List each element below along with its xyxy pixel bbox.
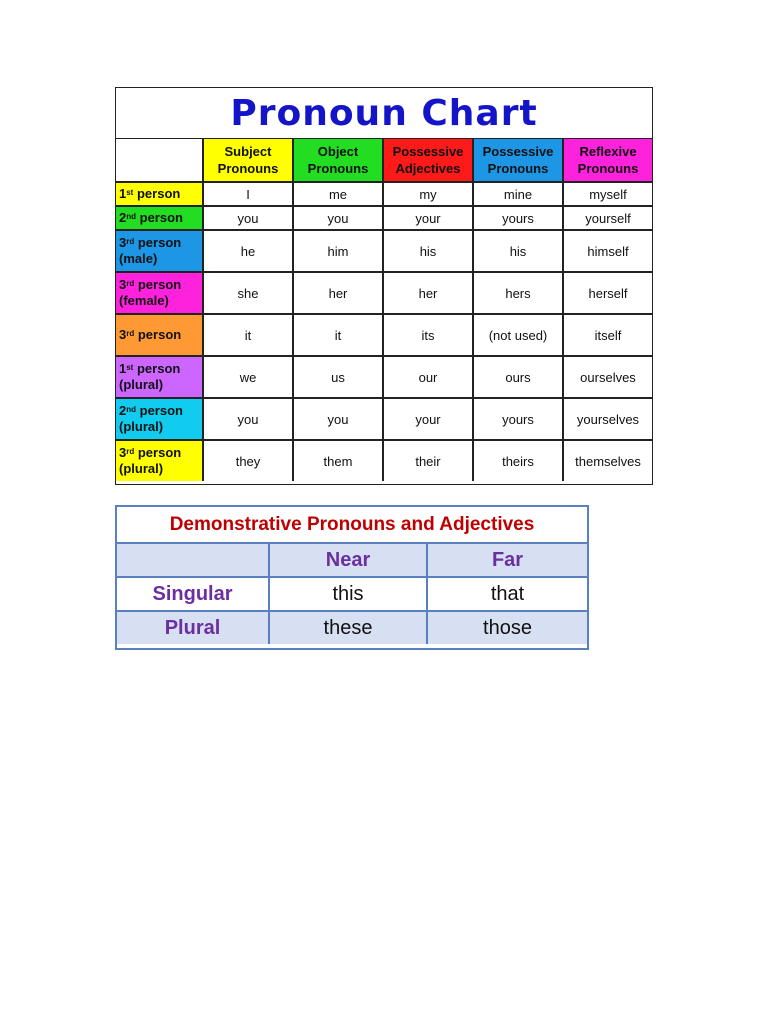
cell: these <box>269 611 427 644</box>
row-label-2nd-person: 2nd person <box>116 206 203 230</box>
cell: he <box>203 230 293 272</box>
cell: mine <box>473 182 563 206</box>
table-row <box>116 356 652 398</box>
header-object-pronouns: Object Pronouns <box>293 139 383 182</box>
cell: ourselves <box>563 356 652 398</box>
cell: I <box>203 182 293 206</box>
cell: himself <box>563 230 652 272</box>
cell: our <box>383 356 473 398</box>
row-label-1st-person: 1st person <box>116 182 203 206</box>
cell: themselves <box>563 440 652 481</box>
corner-cell <box>116 139 203 182</box>
table-row <box>116 314 652 356</box>
header-subject-pronouns: Subject Pronouns <box>203 139 293 182</box>
cell: yourself <box>563 206 652 230</box>
cell: you <box>203 398 293 440</box>
table-row <box>116 440 652 481</box>
cell: ours <box>473 356 563 398</box>
table-row <box>116 398 652 440</box>
cell: its <box>383 314 473 356</box>
cell: herself <box>563 272 652 314</box>
cell: us <box>293 356 383 398</box>
row-label-3rd-person-male: 3rd person (male) <box>116 230 203 272</box>
demonstrative-header-row <box>117 544 587 577</box>
corner-cell <box>117 544 269 577</box>
cell: him <box>293 230 383 272</box>
cell: them <box>293 440 383 481</box>
cell: this <box>269 577 427 611</box>
cell: it <box>293 314 383 356</box>
row-label-plural: Plural <box>117 611 269 644</box>
pronoun-table <box>116 139 652 481</box>
cell: those <box>427 611 587 644</box>
header-possessive-pronouns: Possessive Pronouns <box>473 139 563 182</box>
row-label-2nd-person-plural: 2nd person (plural) <box>116 398 203 440</box>
cell: your <box>383 206 473 230</box>
header-reflexive-pronouns: Reflexive Pronouns <box>563 139 652 182</box>
cell: his <box>383 230 473 272</box>
cell: you <box>293 398 383 440</box>
table-row <box>117 577 587 611</box>
cell: you <box>203 206 293 230</box>
cell: we <box>203 356 293 398</box>
cell: (not used) <box>473 314 563 356</box>
header-possessive-adjectives: Possessive Adjectives <box>383 139 473 182</box>
cell: my <box>383 182 473 206</box>
cell: your <box>383 398 473 440</box>
row-label-3rd-person: 3rd person <box>116 314 203 356</box>
table-row <box>116 182 652 206</box>
cell: hers <box>473 272 563 314</box>
cell: yours <box>473 206 563 230</box>
demonstrative-grid <box>117 544 587 644</box>
pronoun-chart <box>115 87 653 485</box>
cell: she <box>203 272 293 314</box>
cell: her <box>383 272 473 314</box>
pronoun-header-row <box>116 139 652 182</box>
table-row <box>116 272 652 314</box>
cell: they <box>203 440 293 481</box>
cell: it <box>203 314 293 356</box>
cell: that <box>427 577 587 611</box>
demonstrative-title: Demonstrative Pronouns and Adjectives <box>117 507 587 544</box>
column-header-near: Near <box>269 544 427 577</box>
cell: his <box>473 230 563 272</box>
table-row <box>117 611 587 644</box>
cell: yours <box>473 398 563 440</box>
row-label-3rd-person-female: 3rd person (female) <box>116 272 203 314</box>
cell: their <box>383 440 473 481</box>
row-label-1st-person-plural: 1st person (plural) <box>116 356 203 398</box>
table-row <box>116 230 652 272</box>
cell: itself <box>563 314 652 356</box>
table-row <box>116 206 652 230</box>
cell: myself <box>563 182 652 206</box>
row-label-3rd-person-plural: 3rd person (plural) <box>116 440 203 481</box>
cell: yourselves <box>563 398 652 440</box>
pronoun-chart-title: Pronoun Chart <box>230 92 538 134</box>
cell: you <box>293 206 383 230</box>
cell: theirs <box>473 440 563 481</box>
column-header-far: Far <box>427 544 587 577</box>
pronoun-chart-title-bar <box>116 88 652 139</box>
demonstrative-table <box>115 505 589 650</box>
row-label-singular: Singular <box>117 577 269 611</box>
cell: me <box>293 182 383 206</box>
cell: her <box>293 272 383 314</box>
